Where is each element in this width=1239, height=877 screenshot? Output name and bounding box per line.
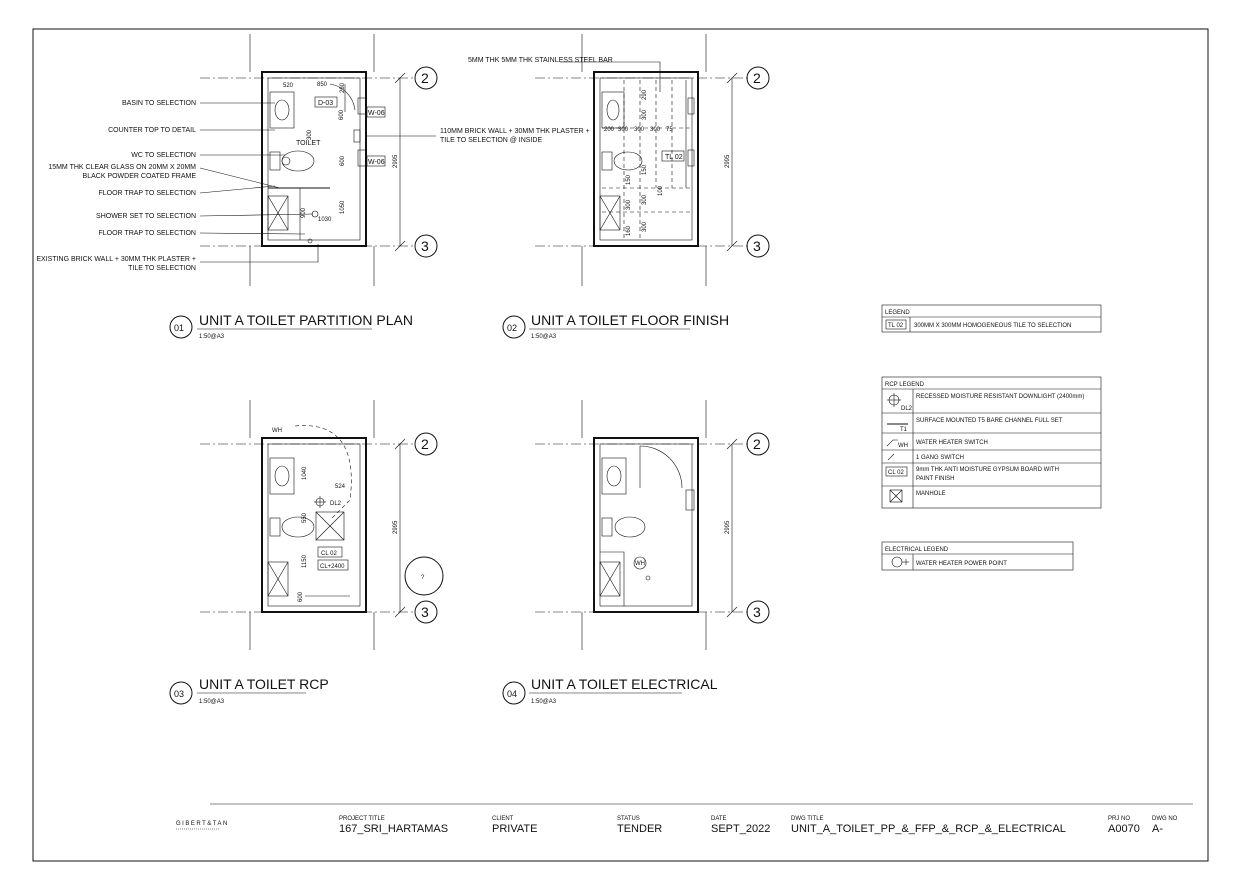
svg-text:1:50@A3: 1:50@A3 [531, 334, 557, 340]
drawing-title: UNIT_A_TOILET_PP_&_FFP_&_RCP_&_ELECTRICAL [791, 823, 1066, 835]
svg-text:2995: 2995 [725, 154, 731, 168]
svg-text:FLOOR TRAP TO SELECTION: FLOOR TRAP TO SELECTION [98, 230, 196, 237]
svg-text:300: 300 [642, 221, 648, 232]
svg-text:9mm THK ANTI MOISTURE GYPSUM B: 9mm THK ANTI MOISTURE GYPSUM BOARD WITH [916, 467, 1059, 473]
svg-text:600: 600 [298, 591, 304, 602]
project-number: A0070 [1108, 823, 1140, 835]
svg-text:SHOWER SET TO SELECTION: SHOWER SET TO SELECTION [96, 213, 196, 220]
ceiling-height: CL+2400 [320, 564, 345, 570]
svg-text:T1: T1 [900, 427, 908, 433]
plan-02-floor-finish [468, 34, 769, 340]
svg-text:DL2: DL2 [901, 406, 913, 412]
svg-text:3: 3 [421, 604, 429, 620]
svg-text:COUNTER TOP TO DETAIL: COUNTER TOP TO DETAIL [108, 127, 196, 134]
firm-logo: GIBERT&TAN [176, 821, 229, 827]
door-tag: D-03 [318, 100, 334, 107]
svg-text:DWG TITLE: DWG TITLE [791, 816, 824, 822]
downlight-tag: DL2 [330, 501, 342, 507]
svg-text:STATUS: STATUS [617, 816, 640, 822]
svg-text:04: 04 [507, 689, 518, 699]
water-heater-point: WH [635, 561, 645, 567]
svg-text:WH: WH [898, 443, 908, 449]
electrical-legend-table [882, 542, 1073, 570]
svg-text:100: 100 [658, 185, 664, 196]
svg-text:2: 2 [421, 70, 429, 86]
bar-note: 5MM THK 5MM THK STAINLESS STEEL BAR [468, 57, 613, 64]
svg-text:300: 300 [650, 127, 661, 133]
svg-text:850: 850 [317, 82, 328, 88]
svg-text:3: 3 [753, 238, 761, 254]
svg-text:2995: 2995 [393, 154, 399, 168]
svg-text:PRJ NO: PRJ NO [1108, 816, 1131, 822]
svg-text:RCP LEGEND: RCP LEGEND [885, 382, 924, 388]
svg-text:DATE: DATE [711, 816, 727, 822]
svg-text:02: 02 [507, 323, 518, 333]
room-label: TOILET [296, 140, 321, 147]
svg-text:520: 520 [283, 83, 294, 89]
ceiling-tag: CL 02 [321, 551, 337, 557]
plan-title: UNIT A TOILET RCP [199, 676, 329, 692]
svg-text:160: 160 [626, 225, 632, 236]
svg-text:2: 2 [753, 70, 761, 86]
svg-text:?: ? [421, 575, 425, 581]
svg-text:550: 550 [302, 512, 308, 523]
svg-text:BLACK POWDER COATED FRAME: BLACK POWDER COATED FRAME [82, 173, 196, 180]
svg-text:WATER HEATER SWITCH: WATER HEATER SWITCH [916, 440, 988, 446]
svg-text:3: 3 [753, 604, 761, 620]
svg-text:01: 01 [174, 323, 185, 333]
svg-text:300: 300 [634, 127, 645, 133]
window-tag-2: W-06 [368, 159, 385, 166]
window-tag-1: W-06 [368, 110, 385, 117]
svg-text:300: 300 [618, 127, 629, 133]
svg-text:03: 03 [174, 689, 185, 699]
status: TENDER [617, 823, 663, 835]
svg-text:1 GANG SWITCH: 1 GANG SWITCH [916, 455, 965, 461]
svg-text:WC TO SELECTION: WC TO SELECTION [131, 152, 196, 159]
water-heater-switch: WH [272, 428, 282, 434]
svg-text:EXISTING BRICK WALL + 30MM THK: EXISTING BRICK WALL + 30MM THK PLASTER + [36, 256, 196, 263]
svg-text:1:50@A3: 1:50@A3 [199, 699, 225, 705]
svg-text:3: 3 [421, 238, 429, 254]
svg-text:1040: 1040 [302, 466, 308, 480]
svg-text:PROJECT TITLE: PROJECT TITLE [339, 816, 385, 822]
svg-text:75: 75 [666, 127, 673, 133]
project-title: 167_SRI_HARTAMAS [339, 823, 449, 835]
svg-text:LEGEND: LEGEND [885, 310, 910, 316]
svg-text:TL 02: TL 02 [888, 323, 904, 329]
svg-text:2: 2 [753, 436, 761, 452]
svg-text:PAINT FINISH: PAINT FINISH [916, 476, 955, 482]
svg-text:150: 150 [626, 174, 632, 185]
plan-title: UNIT A TOILET FLOOR FINISH [531, 312, 730, 328]
svg-text:DWG NO: DWG NO [1152, 816, 1178, 822]
svg-text:300: 300 [307, 129, 313, 140]
rcp-legend-table [882, 377, 1101, 508]
svg-text:SURFACE MOUNTED T5 BARE CHANNE: SURFACE MOUNTED T5 BARE CHANNEL FULL SET [916, 418, 1063, 424]
svg-text:2: 2 [421, 436, 429, 452]
svg-text:15MM THK CLEAR GLASS ON 20MM X: 15MM THK CLEAR GLASS ON 20MM X 20MM [48, 164, 196, 171]
svg-text:300: 300 [626, 199, 632, 210]
plan-title: UNIT A TOILET PARTITION PLAN [199, 312, 413, 328]
svg-text:1150: 1150 [302, 555, 308, 568]
svg-text:300: 300 [642, 109, 648, 120]
svg-text:524: 524 [335, 484, 346, 490]
legend-table [882, 305, 1101, 332]
svg-text:300MM X 300MM HOMOGENEOUS TILE: 300MM X 300MM HOMOGENEOUS TILE TO SELECTION [914, 323, 1072, 329]
plan-04-electrical [503, 400, 769, 705]
svg-text:150: 150 [642, 164, 648, 175]
svg-text:600: 600 [340, 155, 346, 166]
svg-text:CL 02: CL 02 [888, 470, 904, 476]
drawing-number: A- [1152, 823, 1163, 835]
svg-text:CLIENT: CLIENT [492, 816, 514, 822]
svg-text:900: 900 [301, 207, 307, 218]
svg-text:WATER HEATER POWER POINT: WATER HEATER POWER POINT [916, 561, 1007, 567]
svg-text:260: 260 [340, 82, 346, 93]
client: PRIVATE [492, 823, 538, 835]
svg-text:1030: 1030 [318, 217, 332, 223]
svg-text:2995: 2995 [725, 520, 731, 534]
svg-text:RECESSED MOISTURE RESISTANT DO: RECESSED MOISTURE RESISTANT DOWNLIGHT (2400mm) [916, 394, 1085, 400]
svg-text:FLOOR TRAP TO SELECTION: FLOOR TRAP TO SELECTION [98, 190, 196, 197]
plan-01-partition [36, 34, 589, 340]
svg-text:TILE TO SELECTION: TILE TO SELECTION [128, 265, 196, 272]
svg-text:290: 290 [642, 89, 648, 100]
svg-text:300: 300 [642, 194, 648, 205]
svg-text:110MM BRICK WALL + 30MM THK PL: 110MM BRICK WALL + 30MM THK PLASTER + [440, 128, 590, 135]
svg-text:200: 200 [604, 127, 615, 133]
svg-text:ELECTRICAL LEGEND: ELECTRICAL LEGEND [885, 547, 949, 553]
tile-tag: TL 02 [665, 154, 683, 161]
plan-scale: 1:50@A3 [199, 334, 225, 340]
svg-text:600: 600 [339, 109, 345, 120]
date: SEPT_2022 [711, 823, 771, 835]
svg-text:1050: 1050 [340, 200, 346, 214]
svg-text:MANHOLE: MANHOLE [916, 491, 946, 497]
svg-text:TILE TO SELECTION @ INSIDE: TILE TO SELECTION @ INSIDE [440, 137, 543, 144]
plan-03-rcp [170, 400, 443, 705]
svg-text:1:50@A3: 1:50@A3 [531, 699, 557, 705]
svg-text:BASIN TO SELECTION: BASIN TO SELECTION [121, 100, 196, 107]
svg-text:2995: 2995 [393, 520, 399, 534]
plan-title: UNIT A TOILET ELECTRICAL [531, 676, 718, 692]
title-block [176, 804, 1193, 835]
sheet-border [33, 29, 1208, 861]
